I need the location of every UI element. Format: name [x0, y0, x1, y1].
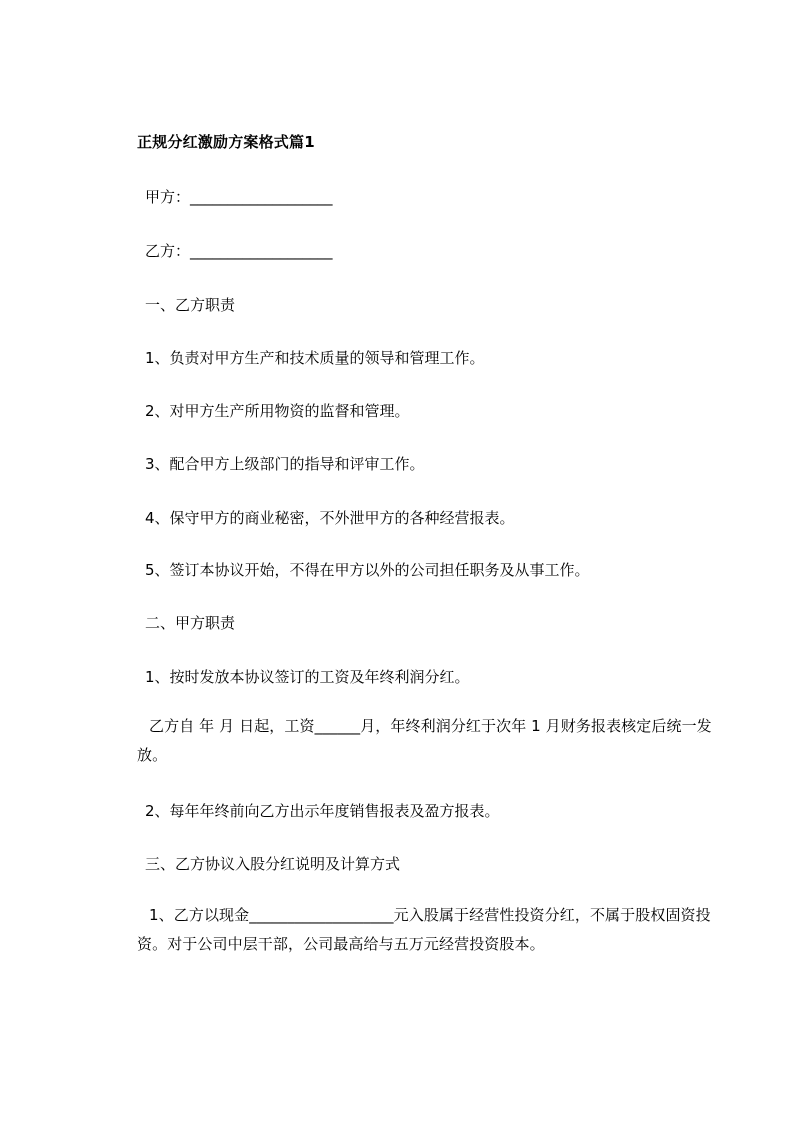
party-a-line: 甲方：___________________ — [145, 188, 333, 206]
section1-item: 2、对甲方生产所用物资的监督和管理。 — [145, 402, 410, 420]
section-heading-3: 三、乙方协议入股分红说明及计算方式 — [145, 855, 401, 873]
party-b-line: 乙方：___________________ — [145, 242, 333, 260]
document-title: 正规分红激励方案格式篇1 — [137, 133, 315, 151]
section2-item: 2、每年年终前向乙方出示年度销售报表及盈方报表。 — [145, 802, 500, 820]
section-heading-2: 二、甲方职责 — [145, 614, 236, 632]
section2-item: 1、按时发放本协议签订的工资及年终利润分红。 — [145, 668, 470, 686]
section3-paragraph: 1、乙方以现金___________________元入股属于经营性投资分红，不属于股权固资投资。对于公司中层干部，公司最高给与五万元经营投资股本。 — [137, 906, 711, 953]
section1-item: 3、配合甲方上级部门的指导和评审工作。 — [145, 455, 425, 473]
section1-item: 1、负责对甲方生产和技术质量的领导和管理工作。 — [145, 349, 485, 367]
section-heading-1: 一、乙方职责 — [145, 296, 236, 314]
section2-paragraph: 乙方自 年 月 日起，工资______月，年终利润分红于次年 1 月财务报表核定后统一发放。 — [137, 717, 712, 764]
section1-item: 4、保守甲方的商业秘密，不外泄甲方的各种经营报表。 — [145, 509, 515, 527]
section1-item: 5、签订本协议开始，不得在甲方以外的公司担任职务及从事工作。 — [145, 561, 590, 579]
